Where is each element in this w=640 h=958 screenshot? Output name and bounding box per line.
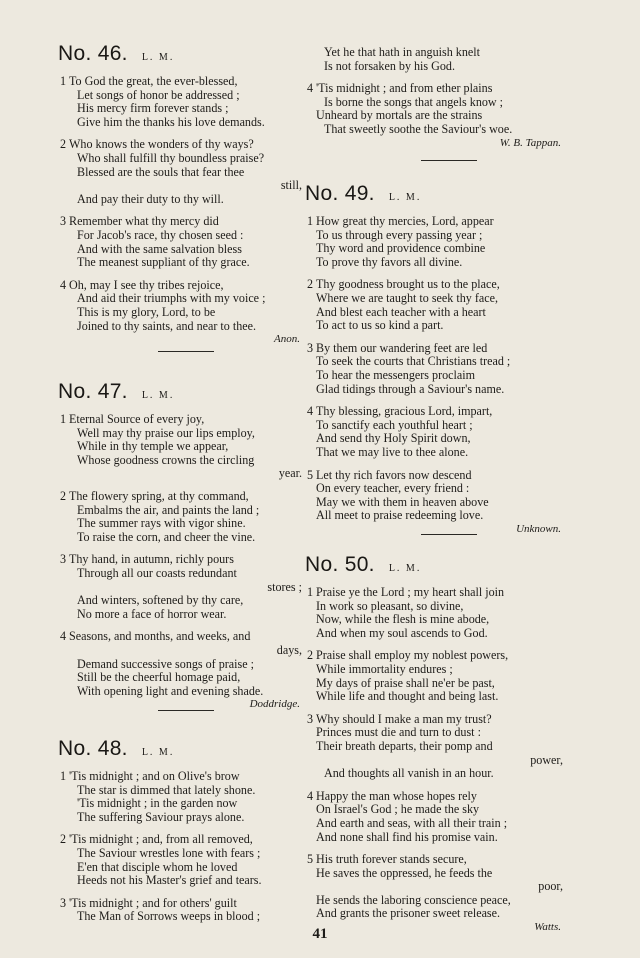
- hymn-line: [58, 102, 306, 116]
- hymn-line: [305, 405, 567, 419]
- hymn-divider: [158, 351, 214, 352]
- stanza: [305, 586, 567, 640]
- hymn-line: [305, 894, 567, 908]
- hymn-line-text: Seasons, and months, and weeks, and: [69, 629, 251, 644]
- hymn-line: [305, 867, 567, 881]
- stanza-number: 4: [307, 404, 314, 419]
- hymn-line: [305, 726, 567, 740]
- hymn-line-text: The summer rays with vigor shine.: [77, 516, 246, 531]
- hymn-48: [58, 737, 306, 924]
- hymn-line: [58, 531, 306, 545]
- hymn-line-text: 'Tis midnight ; in the garden now: [77, 796, 238, 811]
- hymn-50: [305, 553, 567, 934]
- stanza: [305, 853, 567, 921]
- stanza-number: 3: [60, 895, 67, 910]
- hymn-line: [58, 440, 306, 454]
- stanza: [305, 713, 567, 781]
- hymn-line-text: Thy hand, in autumn, richly pours: [69, 552, 234, 567]
- stanza-number: 1: [307, 585, 314, 599]
- hymn-line-text: Who knows the wonders of thy ways?: [69, 137, 254, 152]
- hymn-line: [58, 229, 306, 243]
- hymn-line: [58, 490, 306, 504]
- hymn-line-text: For Jacob's race, thy chosen seed :: [77, 227, 244, 242]
- hymn-line-text: The Man of Sorrows weeps in blood ;: [77, 909, 261, 924]
- stanza: [305, 342, 567, 396]
- stanza-number: 1: [60, 74, 67, 88]
- hymn-line: [58, 594, 306, 608]
- stanza-number: 2: [60, 832, 67, 847]
- stanza: [305, 790, 567, 844]
- hymn-line: [305, 419, 567, 433]
- hymn-number: No. 49.: [305, 182, 375, 205]
- hymn-line: [305, 96, 567, 110]
- stanza-number: 2: [60, 137, 67, 152]
- hymn-line: [58, 644, 306, 658]
- hymn-line-text: May we with them in heaven above: [316, 494, 489, 509]
- hymn-line-text: To raise the corn, and cheer the vine.: [77, 529, 256, 544]
- stanza: [305, 405, 567, 459]
- hymn-line: [58, 630, 306, 644]
- hymn-line-text: Is borne the songs that angels know ;: [324, 94, 504, 109]
- hymn-line: [305, 215, 567, 229]
- hymn-meter: L. M.: [388, 563, 422, 574]
- hymn-line: [305, 767, 567, 781]
- hymn-line-text: Well may thy praise our lips employ,: [77, 425, 255, 440]
- hymn-line-text: power,: [530, 752, 563, 767]
- hymn-line: [305, 242, 567, 256]
- hymn-line: [305, 46, 567, 60]
- hymn-line: [305, 383, 567, 397]
- hymn-line: [58, 256, 306, 270]
- hymn-line: [58, 567, 306, 581]
- hymn-line-text: still,: [280, 178, 302, 193]
- hymn-line: [58, 685, 306, 699]
- stanza-number: 5: [307, 852, 314, 867]
- hymn-line: [58, 874, 306, 888]
- stanza: [305, 649, 567, 703]
- hymn-line-text: Thy goodness brought us to the place,: [316, 277, 500, 292]
- hymn-line-text: 'Tis midnight ; and, from all removed,: [69, 832, 253, 847]
- hymn-line: [305, 663, 567, 677]
- stanza: [58, 770, 306, 824]
- hymn-line: [58, 797, 306, 811]
- hymn-line-text: Embalms the air, and paints the land ;: [77, 502, 260, 517]
- hymn-line: [58, 671, 306, 685]
- hymn-line-text: To prove thy favors all divine.: [316, 254, 463, 269]
- hymn-line: [305, 613, 567, 627]
- hymn-line-text: Is not forsaken by his God.: [324, 58, 455, 73]
- hymn-line: [305, 342, 567, 356]
- hymn-line-text: The meanest suppliant of thy grace.: [77, 255, 250, 270]
- hymn-line: [305, 256, 567, 270]
- hymn-line-text: And blest each teacher with a heart: [316, 304, 486, 319]
- hymn-line: [305, 690, 567, 704]
- stanza-number: 2: [60, 488, 67, 503]
- hymn-line: [58, 243, 306, 257]
- hymn-line-text: Unheard by mortals are the strains: [316, 108, 483, 123]
- stanza-number: 4: [307, 788, 314, 803]
- hymn-line: [58, 320, 306, 334]
- hymn-line-text: And when my soul ascends to God.: [316, 625, 488, 640]
- hymn-line: [58, 517, 306, 531]
- hymn-line-text: Now, while the flesh is mine abode,: [316, 612, 490, 627]
- hymn-line: [305, 831, 567, 845]
- hymn-line-text: Remember what thy mercy did: [69, 214, 219, 229]
- hymn-line-text: That we may live to thee alone.: [316, 444, 469, 459]
- stanza-number: 4: [307, 81, 314, 96]
- hymn-line-text: To act to us so kind a part.: [316, 318, 444, 333]
- hymn-line: [58, 861, 306, 875]
- hymn-line: [58, 193, 306, 207]
- hymn-header: [305, 553, 567, 583]
- hymn-line-text: And thoughts all vanish in an hour.: [324, 766, 494, 781]
- hymn-line: [305, 754, 567, 768]
- hymn-line: [58, 306, 306, 320]
- stanza-number: 1: [60, 769, 67, 783]
- hymn-line-text: On every teacher, every friend :: [316, 481, 470, 496]
- stanza-number: 3: [60, 552, 67, 567]
- hymn-line-text: While in thy temple we appear,: [77, 439, 229, 454]
- hymn-divider: [421, 534, 477, 535]
- hymn-line-text: The star is dimmed that lately shone.: [77, 782, 256, 797]
- hymn-line-text: Let thy rich favors now descend: [316, 467, 472, 482]
- stanza: [58, 833, 306, 887]
- stanza-number: 2: [307, 648, 314, 663]
- hymn-line-text: While immortality endures ;: [316, 661, 453, 676]
- hymn-line: [58, 467, 306, 481]
- hymn-line-text: year.: [278, 466, 302, 481]
- hymn-line-text: Yet he that hath in anguish knelt: [324, 45, 480, 59]
- hymn-line: [58, 454, 306, 468]
- hymn-line: [58, 910, 306, 924]
- hymn-line: [305, 369, 567, 383]
- hymn-line: [305, 469, 567, 483]
- stanza-number: 3: [307, 340, 314, 355]
- hymn-line: [305, 586, 567, 600]
- hymn-line: [58, 658, 306, 672]
- hymn-line-text: While life and thought and being last.: [316, 689, 499, 704]
- stanza: [58, 75, 306, 129]
- hymn-line-text: The flowery spring, at thy command,: [69, 488, 249, 503]
- hymn-line: [58, 89, 306, 103]
- hymn-line-text: And send thy Holy Spirit down,: [316, 431, 471, 446]
- hymn-line: [58, 279, 306, 293]
- hymn-line-text: To hear the messengers proclaim: [316, 367, 476, 382]
- hymn-line-text: days,: [276, 642, 302, 657]
- hymn-line: [305, 482, 567, 496]
- stanza-number: 3: [307, 711, 314, 726]
- hymn-line: [305, 123, 567, 137]
- hymn-line: [58, 553, 306, 567]
- hymn-line-text: And grants the prisoner sweet release.: [316, 906, 501, 921]
- hymn-line-text: Give him the thanks his love demands.: [77, 114, 265, 129]
- hymn-line: [305, 713, 567, 727]
- hymn-line-text: Princes must die and turn to dust :: [316, 725, 481, 740]
- stanza-continued: [305, 46, 567, 73]
- hymn-line: [305, 432, 567, 446]
- stanza: [305, 82, 567, 136]
- hymn-line: [58, 581, 306, 595]
- hymn-header: [58, 737, 306, 767]
- hymn-line-text: Glad tidings through a Saviour's name.: [316, 381, 505, 396]
- hymn-line-text: And with the same salvation bless: [77, 241, 242, 256]
- hymn-line-text: He saves the oppressed, he feeds the: [316, 865, 493, 880]
- hymn-line-text: By them our wandering feet are led: [316, 340, 488, 355]
- hymn-line: [305, 82, 567, 96]
- hymn-line-text: E'en that disciple whom he loved: [77, 859, 238, 874]
- stanza: [58, 138, 306, 206]
- hymn-line: [58, 608, 306, 622]
- hymn-line-text: 'Tis midnight ; and for others' guilt: [69, 895, 237, 910]
- hymn-line-text: No more a face of horror wear.: [77, 606, 227, 621]
- hymn-line: [58, 413, 306, 427]
- hymn-line-text: stores ;: [267, 579, 302, 594]
- hymn-number: No. 47.: [58, 380, 128, 403]
- hymn-line: [58, 75, 306, 89]
- hymn-number: No. 50.: [305, 553, 375, 576]
- hymn-line-text: Praise shall employ my noblest powers,: [316, 648, 509, 663]
- hymn-line-text: Joined to thy saints, and near to thee.: [77, 318, 257, 333]
- hymn-line-text: 'Tis midnight ; and on Olive's brow: [69, 769, 240, 783]
- stanza-number: 5: [307, 467, 314, 482]
- hymn-line-text: And aid their triumphs with my voice ;: [77, 291, 266, 306]
- hymn-47: [58, 380, 306, 711]
- hymn-header: [58, 42, 306, 72]
- hymn-line: [305, 292, 567, 306]
- hymn-line: [305, 649, 567, 663]
- hymn-line-text: And pay their duty to thy will.: [77, 191, 224, 206]
- hymn-divider: [158, 710, 214, 711]
- hymn-line-text: poor,: [538, 879, 563, 894]
- hymn-author: Doddridge.: [249, 698, 300, 711]
- hymn-line-text: Thy blessing, gracious Lord, impart,: [316, 404, 493, 419]
- hymn-line-text: Let songs of honor be addressed ;: [77, 87, 240, 102]
- hymn-line-text: Heeds not his Master's grief and tears.: [77, 873, 262, 888]
- hymn-line: [305, 306, 567, 320]
- hymn-line: [58, 427, 306, 441]
- hymn-number: No. 46.: [58, 42, 128, 65]
- hymn-divider: [421, 160, 477, 161]
- hymn-line: [58, 811, 306, 825]
- hymn-line-text: Whose goodness crowns the circling: [77, 452, 255, 467]
- stanza: [58, 897, 306, 924]
- hymn-line: [305, 600, 567, 614]
- hymn-author: W. B. Tappan.: [499, 136, 561, 149]
- hymn-line-text: Blessed are the souls that fear thee: [77, 164, 245, 179]
- hymn-line-text: Where we are taught to seek thy face,: [316, 290, 498, 305]
- hymn-author: Unknown.: [516, 522, 561, 535]
- hymn-line-text: To sanctify each youthful heart ;: [316, 417, 473, 432]
- hymn-line-text: My days of praise shall ne'er be past,: [316, 675, 495, 690]
- hymn-line-text: Through all our coasts redundant: [77, 565, 237, 580]
- hymn-line: [58, 166, 306, 180]
- hymn-line-text: He sends the laboring conscience peace,: [316, 892, 511, 907]
- hymn-line: [305, 880, 567, 894]
- stanza: [58, 279, 306, 333]
- hymn-49: [305, 182, 567, 536]
- hymn-line-text: All meet to praise redeeming love.: [316, 508, 484, 523]
- hymn-line: [58, 897, 306, 911]
- hymn-line: [305, 60, 567, 74]
- hymn-line: [305, 740, 567, 754]
- hymn-line: [58, 292, 306, 306]
- hymn-number: No. 48.: [58, 737, 128, 760]
- stanza-number: 1: [307, 214, 314, 228]
- hymn-line-text: To seek the courts that Christians tread ;: [316, 354, 511, 369]
- hymn-line: [305, 278, 567, 292]
- hymn-line-text: To us through every passing year ;: [316, 227, 483, 242]
- hymn-line: [58, 138, 306, 152]
- hymn-line: [305, 109, 567, 123]
- hymn-line: [58, 847, 306, 861]
- hymn-meter: L. M.: [388, 192, 422, 203]
- hymn-line-text: Praise ye the Lord ; my heart shall join: [316, 585, 505, 599]
- stanza-number: 3: [60, 214, 67, 229]
- hymn-line: [305, 509, 567, 523]
- hymn-line-text: His mercy firm forever stands ;: [77, 101, 229, 116]
- stanza: [305, 469, 567, 523]
- hymn-header: [58, 380, 306, 410]
- hymn-line: [58, 504, 306, 518]
- hymn-line: [305, 229, 567, 243]
- stanza: [58, 413, 306, 481]
- hymn-line-text: 'Tis midnight ; and from ether plains: [316, 81, 493, 96]
- hymn-line-text: How great thy mercies, Lord, appear: [316, 214, 494, 228]
- stanza-number: 4: [60, 629, 67, 644]
- stanza: [58, 490, 306, 544]
- hymn-author: Watts.: [534, 921, 561, 934]
- hymn-line-text: Happy the man whose hopes rely: [316, 788, 477, 803]
- stanza-number: 1: [60, 412, 67, 426]
- stanza: [305, 215, 567, 269]
- hymn-line: [305, 853, 567, 867]
- hymn-line: [305, 496, 567, 510]
- hymn-line-text: Who shall fulfill thy boundless praise?: [77, 150, 265, 165]
- hymn-line: [58, 116, 306, 130]
- hymn-line: [305, 907, 567, 921]
- hymn-line: [58, 833, 306, 847]
- hymn-line-text: That sweetly soothe the Saviour's woe.: [324, 121, 513, 136]
- hymn-line-text: Demand successive songs of praise ;: [77, 656, 254, 671]
- hymn-line-text: In work so pleasant, so divine,: [316, 598, 464, 613]
- hymn-line-text: This is my glory, Lord, to be: [77, 304, 216, 319]
- hymn-line: [305, 803, 567, 817]
- hymn-line: [305, 446, 567, 460]
- hymn-line: [58, 770, 306, 784]
- hymn-line: [305, 627, 567, 641]
- hymn-line: [305, 817, 567, 831]
- stanza: [58, 215, 306, 269]
- hymn-line-text: And earth and seas, with all their train ;: [316, 815, 508, 830]
- hymn-meter: L. M.: [141, 747, 175, 758]
- hymn-48-continued: [305, 46, 567, 150]
- stanza: [58, 630, 306, 698]
- hymn-line-text: His truth forever stands secure,: [316, 852, 467, 867]
- hymn-meter: L. M.: [141, 52, 175, 63]
- hymn-line: [305, 790, 567, 804]
- hymn-line-text: To God the great, the ever-blessed,: [69, 74, 238, 88]
- hymn-line: [58, 215, 306, 229]
- hymn-line: [305, 355, 567, 369]
- hymn-line: [58, 784, 306, 798]
- stanza-number: 2: [307, 277, 314, 292]
- hymn-meter: L. M.: [141, 390, 175, 401]
- hymn-line-text: With opening light and evening shade.: [77, 683, 264, 698]
- stanza: [58, 553, 306, 621]
- stanza: [305, 278, 567, 332]
- hymn-line-text: The Saviour wrestles lone with fears ;: [77, 845, 261, 860]
- hymn-line-text: The suffering Saviour prays alone.: [77, 809, 245, 824]
- hymn-line-text: And winters, softened by thy care,: [77, 593, 244, 608]
- hymn-line-text: Oh, may I see thy tribes rejoice,: [69, 277, 224, 292]
- hymn-line-text: Still be the cheerful homage paid,: [77, 670, 241, 685]
- hymn-line: [305, 319, 567, 333]
- hymn-author: Anon.: [274, 333, 300, 346]
- hymn-line-text: And none shall find his promise vain.: [316, 829, 498, 844]
- stanza-number: 4: [60, 277, 67, 292]
- hymn-line-text: Why should I make a man my trust?: [316, 711, 492, 726]
- hymn-line-text: Their breath departs, their pomp and: [316, 738, 493, 753]
- hymn-line: [305, 677, 567, 691]
- hymn-line: [58, 179, 306, 193]
- hymn-header: [305, 182, 567, 212]
- hymn-line-text: Thy word and providence combine: [316, 241, 486, 256]
- hymn-line-text: On Israel's God ; he made the sky: [316, 802, 480, 817]
- hymn-line-text: Eternal Source of every joy,: [69, 412, 205, 426]
- hymn-line: [58, 152, 306, 166]
- hymn-46: [58, 42, 306, 346]
- page-number: 41: [312, 926, 328, 942]
